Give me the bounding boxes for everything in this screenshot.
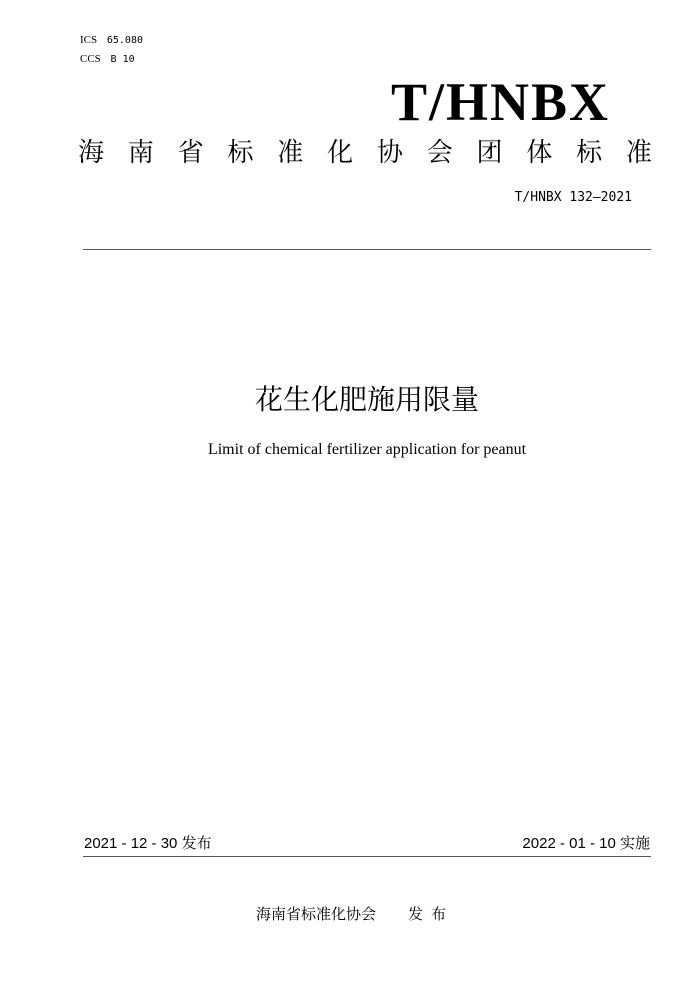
org-name-char: 标 xyxy=(576,138,603,168)
header-divider xyxy=(83,249,651,250)
org-name-char: 南 xyxy=(127,138,154,168)
organization-code: T/HNBX xyxy=(390,72,610,132)
ics-code xyxy=(80,34,143,47)
standard-number: T/HNBX 132—2021 xyxy=(514,190,632,205)
org-name-char: 协 xyxy=(376,138,403,168)
publish-label: 发布 xyxy=(408,905,455,923)
ics-value: 65.080 xyxy=(106,35,143,46)
org-name-char: 准 xyxy=(625,138,652,168)
org-name-char: 省 xyxy=(177,138,204,168)
footer-divider xyxy=(83,856,651,857)
org-name-char: 标 xyxy=(227,138,254,168)
ccs-label: CCS xyxy=(80,53,101,65)
publisher-line xyxy=(256,904,454,924)
ccs-code xyxy=(80,53,135,66)
org-name-char: 团 xyxy=(476,138,503,168)
org-name-char: 体 xyxy=(526,138,553,168)
issue-date: 2021 - 12 - 30 发布 xyxy=(84,835,212,852)
org-name-char: 会 xyxy=(426,138,453,168)
organization-name xyxy=(78,136,652,170)
org-name-char: 化 xyxy=(327,138,354,168)
title-chinese: 花生化肥施用限量 xyxy=(254,383,479,416)
title-english: Limit of chemical fertilizer application for peanut xyxy=(207,441,527,458)
publisher-name: 海南省标准化协会 xyxy=(256,905,377,923)
ics-label: ICS xyxy=(80,34,98,46)
org-name-char: 准 xyxy=(277,138,304,168)
ccs-value: B 10 xyxy=(110,54,135,65)
implementation-date: 2022 - 01 - 10 实施 xyxy=(522,835,650,852)
org-name-char: 海 xyxy=(78,138,105,168)
